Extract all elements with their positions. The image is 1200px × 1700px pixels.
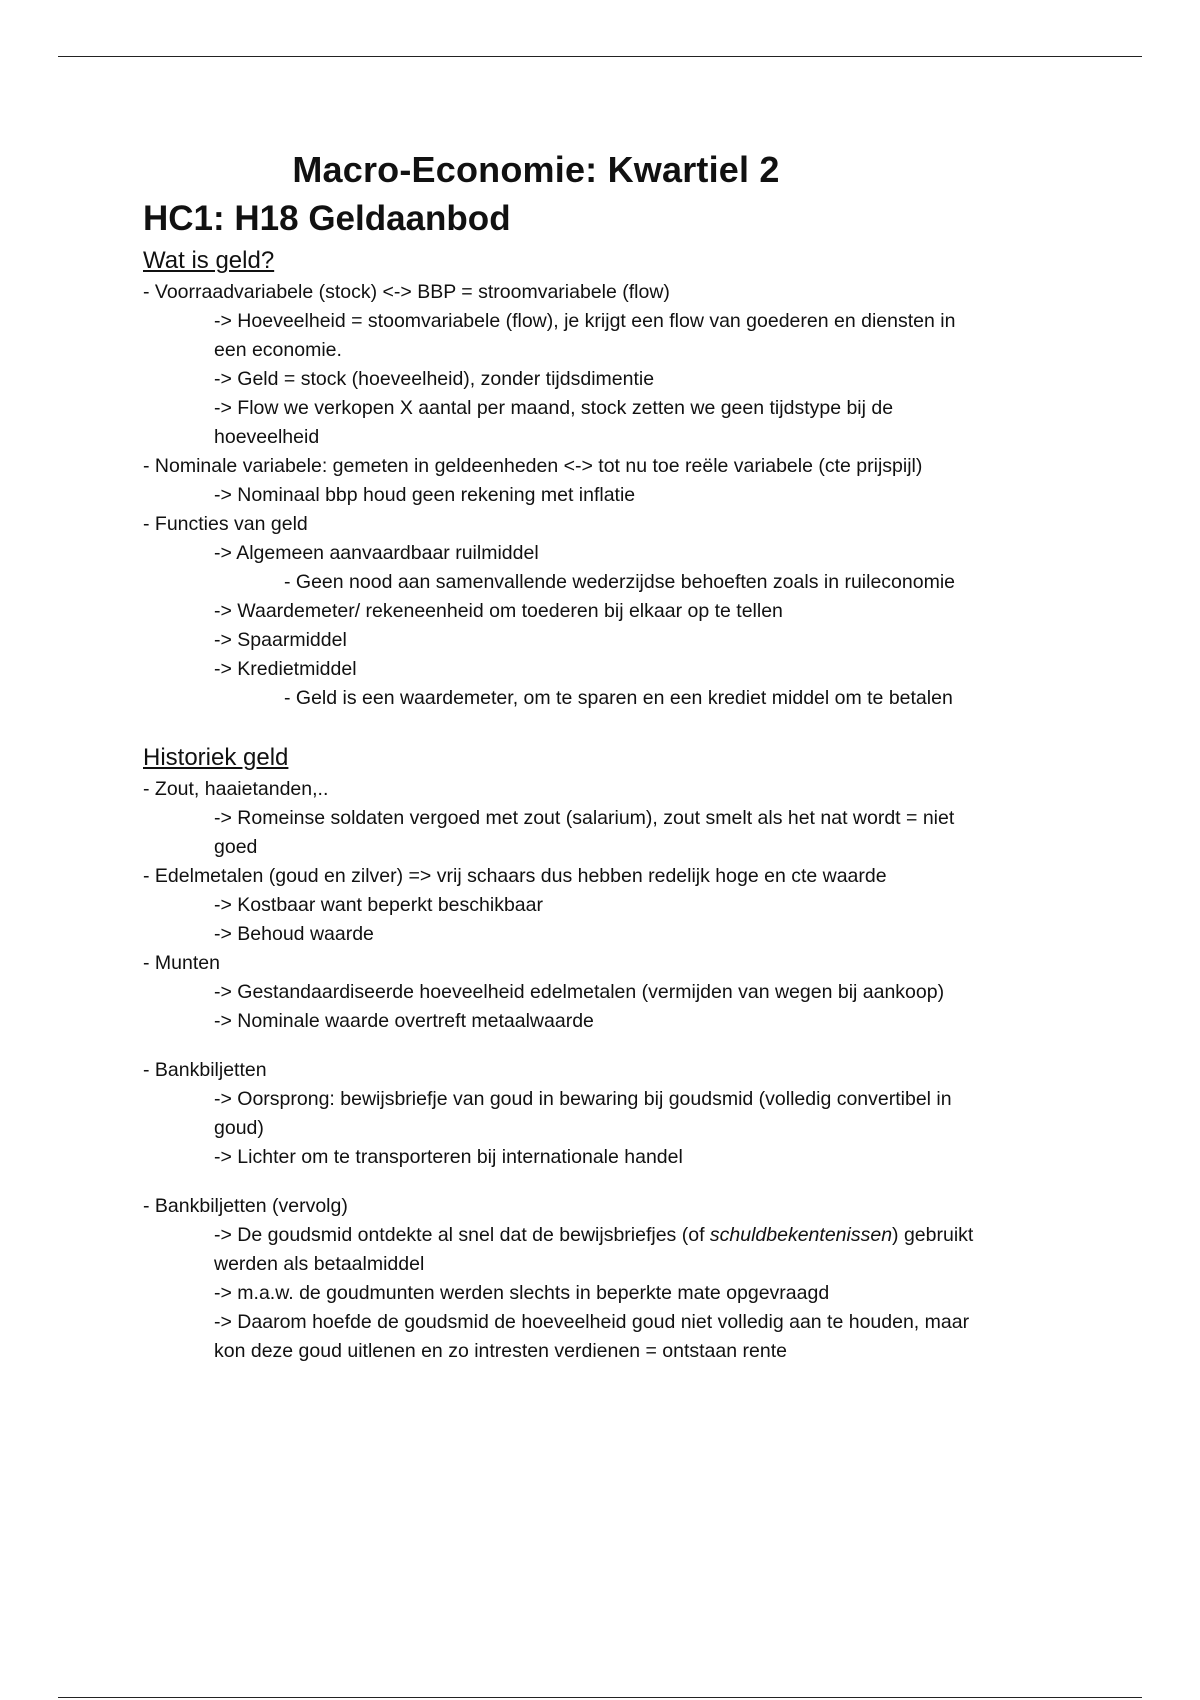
spacer	[143, 713, 1073, 741]
text-line: -> Gestandaardiseerde hoeveelheid edelmetalen (vermijden van wegen bij aankoop)	[214, 981, 945, 1003]
text-line: - Zout, haaietanden,..	[143, 778, 329, 800]
chapter-heading: HC1: H18 Geldaanbod	[143, 199, 511, 238]
text-line: -> Lichter om te transporteren bij internationale handel	[214, 1146, 683, 1168]
text-line: - Voorraadvariabele (stock) <-> BBP = stroomvariabele (flow)	[143, 281, 670, 303]
text-line: -> Kostbaar want beperkt beschikbaar	[214, 894, 543, 916]
text-line: -> Flow we verkopen X aantal per maand, stock zetten we geen tijdstype bij de hoeveelheid	[214, 397, 894, 448]
section-heading-wat-is-geld: Wat is geld?	[143, 247, 275, 274]
text-line: -> Spaarmiddel	[214, 629, 347, 651]
text-line: -> Waardemeter/ rekeneenheid om toederen bij elkaar op te tellen	[214, 600, 783, 622]
page-bottom-rule	[58, 1697, 1142, 1698]
text-line: -> Oorsprong: bewijsbriefje van goud in bewaring bij goudsmid (volledig convertibel in goud)	[214, 1088, 952, 1139]
text-line: - Bankbiljetten (vervolg)	[143, 1195, 348, 1217]
text-line: - Edelmetalen (goud en zilver) => vrij schaars dus hebben redelijk hoge en cte waarde	[143, 865, 887, 887]
text-line: - Munten	[143, 952, 220, 974]
text-line: -> Algemeen aanvaardbaar ruilmiddel	[214, 542, 539, 564]
text-line: -> Romeinse soldaten vergoed met zout (salarium), zout smelt als het nat wordt = niet goed	[214, 807, 955, 858]
document-title: Macro-Economie: Kwartiel 2	[292, 149, 780, 190]
text-fragment: ) gebruikt werden als betaalmiddel	[214, 1224, 974, 1275]
document-body	[143, 146, 1073, 1366]
text-line: -> m.a.w. de goudmunten werden slechts in beperkte mate opgevraagd	[214, 1282, 830, 1304]
text-line: - Bankbiljetten	[143, 1059, 267, 1081]
text-line-with-italic	[143, 1221, 974, 1279]
text-line: - Geen nood aan samenvallende wederzijdse behoeften zoals in ruileconomie	[284, 571, 956, 593]
text-line: -> Hoeveelheid = stoomvariabele (flow), je krijgt een flow van goederen en diensten in een economie.	[214, 310, 956, 361]
text-line: -> Nominale waarde overtreft metaalwaarde	[214, 1010, 594, 1032]
text-line: - Geld is een waardemeter, om te sparen en een krediet middel om te betalen	[284, 687, 953, 709]
text-line: -> Daarom hoefde de goudsmid de hoeveelheid goud niet volledig aan te houden, maar kon deze goud uitlenen en zo intresten verdienen = ontstaan rente	[214, 1311, 970, 1362]
text-line: -> Behoud waarde	[214, 923, 374, 945]
text-line: - Nominale variabele: gemeten in geldeenheden <-> tot nu toe reële variabele (cte prijspijl)	[143, 455, 923, 477]
section-heading-historiek-geld: Historiek geld	[143, 744, 289, 771]
text-line: -> Geld = stock (hoeveelheid), zonder tijdsdimentie	[214, 368, 655, 390]
text-line: - Functies van geld	[143, 513, 308, 535]
spacer	[143, 1172, 1073, 1192]
italic-term: schuldbekentenissen	[709, 1224, 893, 1246]
page-top-rule	[58, 56, 1142, 57]
text-line: -> Nominaal bbp houd geen rekening met inflatie	[214, 484, 636, 506]
text-line: -> Kredietmiddel	[214, 658, 357, 680]
text-fragment: -> De goudsmid ontdekte al snel dat de bewijsbriefjes (of	[214, 1224, 710, 1246]
spacer	[143, 1036, 1073, 1056]
